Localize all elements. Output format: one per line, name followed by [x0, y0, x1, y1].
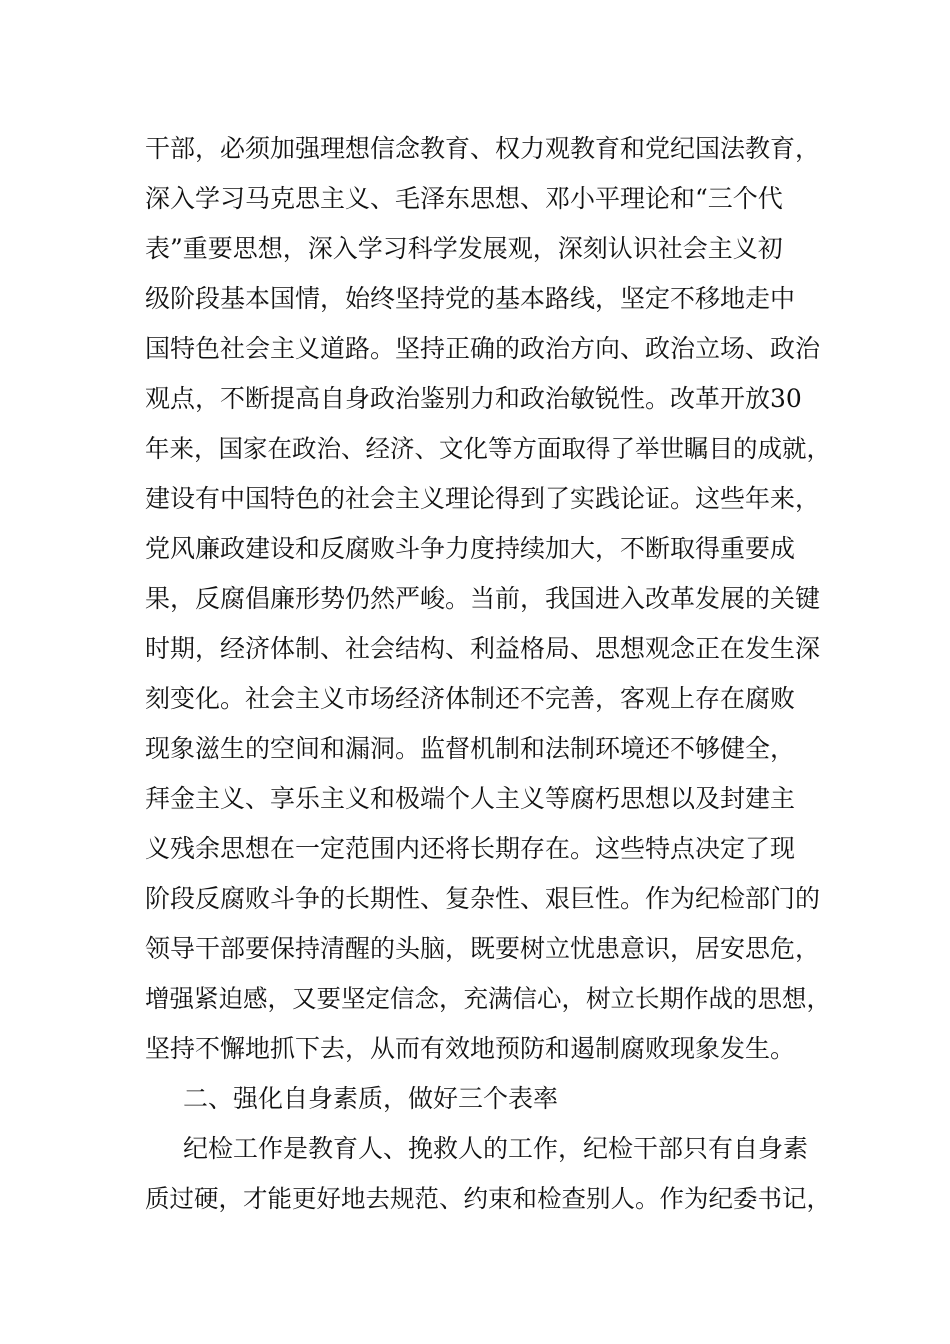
text-line: 阶段反腐败斗争的长期性、复杂性、艰巨性。作为纪检部门的 [145, 884, 821, 913]
text-line: 表”重要思想，深入学习科学发展观，深刻认识社会主义初 [145, 234, 783, 263]
text-line: 坚持不懈地抓下去，从而有效地预防和遏制腐败现象发生。 [145, 1034, 796, 1063]
text-line: 国特色社会主义道路。坚持正确的政治方向、政治立场、政治 [145, 334, 821, 363]
text-line: 质过硬，才能更好地去规范、约束和检查别人。作为纪委书记， [145, 1184, 831, 1213]
text-line: 刻变化。社会主义市场经济体制还不完善，客观上存在腐败 [145, 684, 796, 713]
text-line: 深入学习马克思主义、毛泽东思想、邓小平理论和“三个代 [145, 184, 783, 213]
text-line: 建设有中国特色的社会主义理论得到了实践论证。这些年来， [145, 484, 821, 513]
text-line: 观点，不断提高自身政治鉴别力和政治敏锐性。改革开放30 [145, 384, 802, 413]
text-line: 年来，国家在政治、经济、文化等方面取得了举世瞩目的成就， [145, 434, 831, 463]
section-heading: 二、强化自身素质，做好三个表率 [183, 1084, 559, 1113]
text-line: 时期，经济体制、社会结构、利益格局、思想观念正在发生深 [145, 634, 821, 663]
text-line: 果，反腐倡廉形势仍然严峻。当前，我国进入改革发展的关键 [145, 584, 821, 613]
text-line: 义残余思想在一定范围内还将长期存在。这些特点决定了现 [145, 834, 796, 863]
text-line: 领导干部要保持清醒的头脑，既要树立忧患意识，居安思危， [145, 934, 821, 963]
text-line: 干部，必须加强理想信念教育、权力观教育和党纪国法教育， [145, 134, 821, 163]
text-line: 纪检工作是教育人、挽救人的工作，纪检干部只有自身素 [183, 1134, 809, 1163]
text-line: 拜金主义、享乐主义和极端个人主义等腐朽思想以及封建主 [145, 784, 796, 813]
text-line: 党风廉政建设和反腐败斗争力度持续加大，不断取得重要成 [145, 534, 796, 563]
text-line: 级阶段基本国情，始终坚持党的基本路线，坚定不移地走中 [145, 284, 796, 313]
text-line: 增强紧迫感，又要坚定信念，充满信心，树立长期作战的思想， [145, 984, 831, 1013]
body-text [145, 124, 835, 1224]
text-line: 现象滋生的空间和漏洞。监督机制和法制环境还不够健全， [145, 734, 796, 763]
